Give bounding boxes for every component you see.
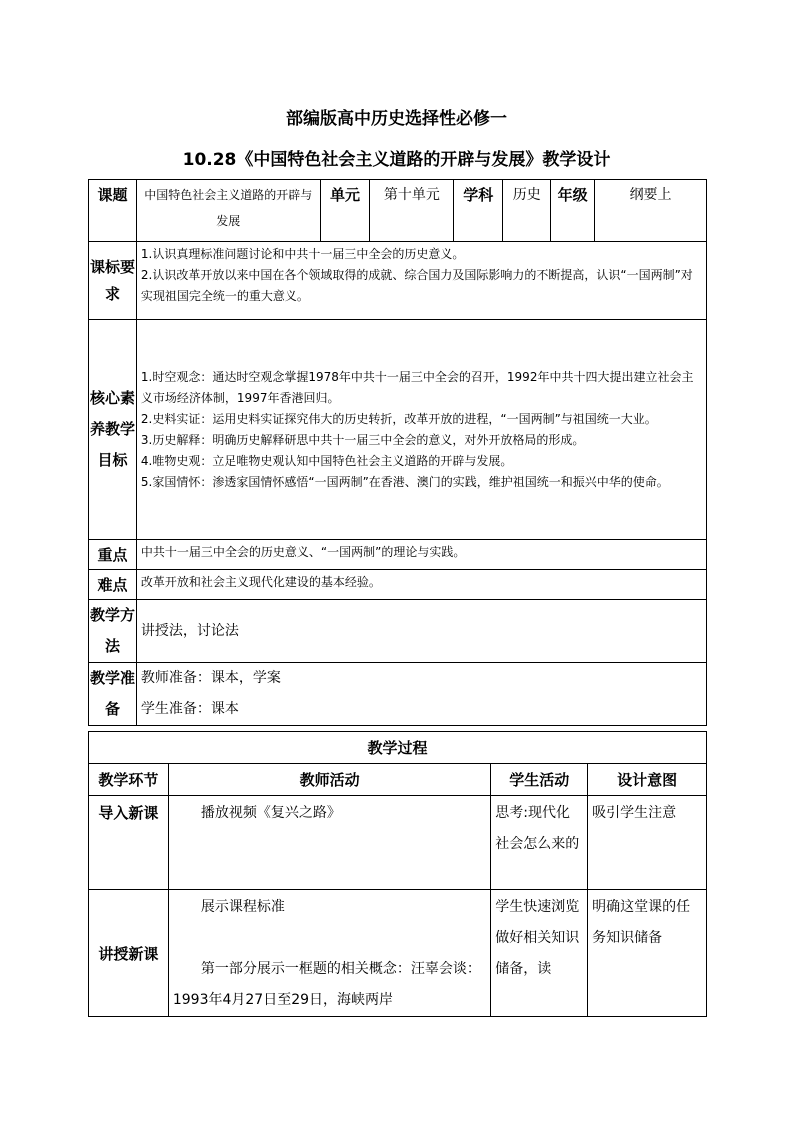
goal-line-1: 1.时空观念：通达时空观念掌握1978年中共十一届三中全会的召开，1992年中共十四大提出建立社会主义市场经济体制，1997年香港回归。 — [140, 369, 694, 405]
label-unit: 单元 — [320, 180, 370, 242]
teacher-activity-line-2: 第一部分展示一框题的相关概念：汪辜会谈：1993年4月27日至29日，海峡两岸 — [172, 961, 481, 1008]
process-student-activity: 学生快速浏览做好相关知识储备，读 — [491, 890, 588, 1017]
teacher-activity-line-1: 展示课程标准 — [200, 899, 285, 915]
process-teacher-activity: 播放视频《复兴之路》 — [168, 796, 490, 890]
subject-value: 历史 — [503, 180, 551, 242]
standards-line-2: 2.认识改革开放以来中国在各个领域取得的成就、综合国力及国际影响力的不断提高，认识“一国两制”对实现祖国完全统一的重大意义。 — [140, 268, 693, 303]
label-subject: 学科 — [454, 180, 503, 242]
info-table — [88, 179, 707, 726]
difficult-content: 改革开放和社会主义现代化建设的基本经验。 — [136, 570, 706, 600]
topic-value: 中国特色社会主义道路的开辟与发展 — [136, 180, 320, 242]
process-intent: 吸引学生注意 — [588, 796, 707, 890]
label-difficult: 难点 — [89, 570, 137, 600]
process-header-intent: 设计意图 — [588, 764, 707, 796]
key-content: 中共十一届三中全会的历史意义、“一国两制”的理论与实践。 — [136, 540, 706, 570]
label-key: 重点 — [89, 540, 137, 570]
prep-content — [136, 663, 706, 726]
label-prep: 教学准备 — [89, 663, 137, 726]
process-table — [88, 731, 707, 1017]
standards-line-1: 1.认识真理标准问题讨论和中共十一届三中全会的历史意义。 — [140, 247, 465, 261]
process-header-student: 学生活动 — [491, 764, 588, 796]
goals-content — [136, 320, 706, 540]
label-grade: 年级 — [551, 180, 595, 242]
unit-value: 第十单元 — [370, 180, 454, 242]
grade-value: 纲要上 — [595, 180, 707, 242]
table-row — [89, 890, 707, 1017]
document-title-line1: 部编版高中历史选择性必修一 — [286, 109, 507, 129]
label-topic: 课题 — [89, 180, 137, 242]
process-stage: 讲授新课 — [89, 890, 169, 1017]
label-standards: 课标要求 — [89, 242, 137, 320]
process-stage: 导入新课 — [89, 796, 169, 890]
process-intent: 明确这堂课的任务知识储备 — [588, 890, 707, 1017]
process-student-activity: 思考:现代化社会怎么来的 — [491, 796, 588, 890]
process-header-teacher: 教师活动 — [168, 764, 490, 796]
goal-line-2: 2.史料实证：运用史料实证探究伟大的历史转折，改革开放的进程，“一国两制”与祖国统一大业。 — [140, 411, 657, 426]
process-header-stage: 教学环节 — [89, 764, 169, 796]
process-title: 教学过程 — [89, 732, 707, 764]
process-teacher-activity — [168, 890, 490, 1017]
document-title-line2: 10.28《中国特色社会主义道路的开辟与发展》教学设计 — [182, 150, 611, 170]
goal-line-5: 5.家国情怀：渗透家国情怀感悟“一国两制”在香港、澳门的实践，维护祖国统一和振兴中华的使命。 — [140, 474, 669, 489]
prep-student: 学生准备：课本 — [140, 701, 239, 717]
goal-line-4: 4.唯物史观：立足唯物史观认知中国特色社会主义道路的开辟与发展。 — [140, 453, 513, 468]
method-content: 讲授法，讨论法 — [136, 600, 706, 663]
label-goals: 核心素养教学目标 — [89, 320, 137, 540]
table-row — [89, 796, 707, 890]
standards-content — [136, 242, 706, 320]
goal-line-3: 3.历史解释：明确历史解释研思中共十一届三中全会的意义，对外开放格局的形成。 — [140, 432, 585, 447]
prep-teacher: 教师准备：课本，学案 — [140, 670, 281, 686]
label-method: 教学方法 — [89, 600, 137, 663]
